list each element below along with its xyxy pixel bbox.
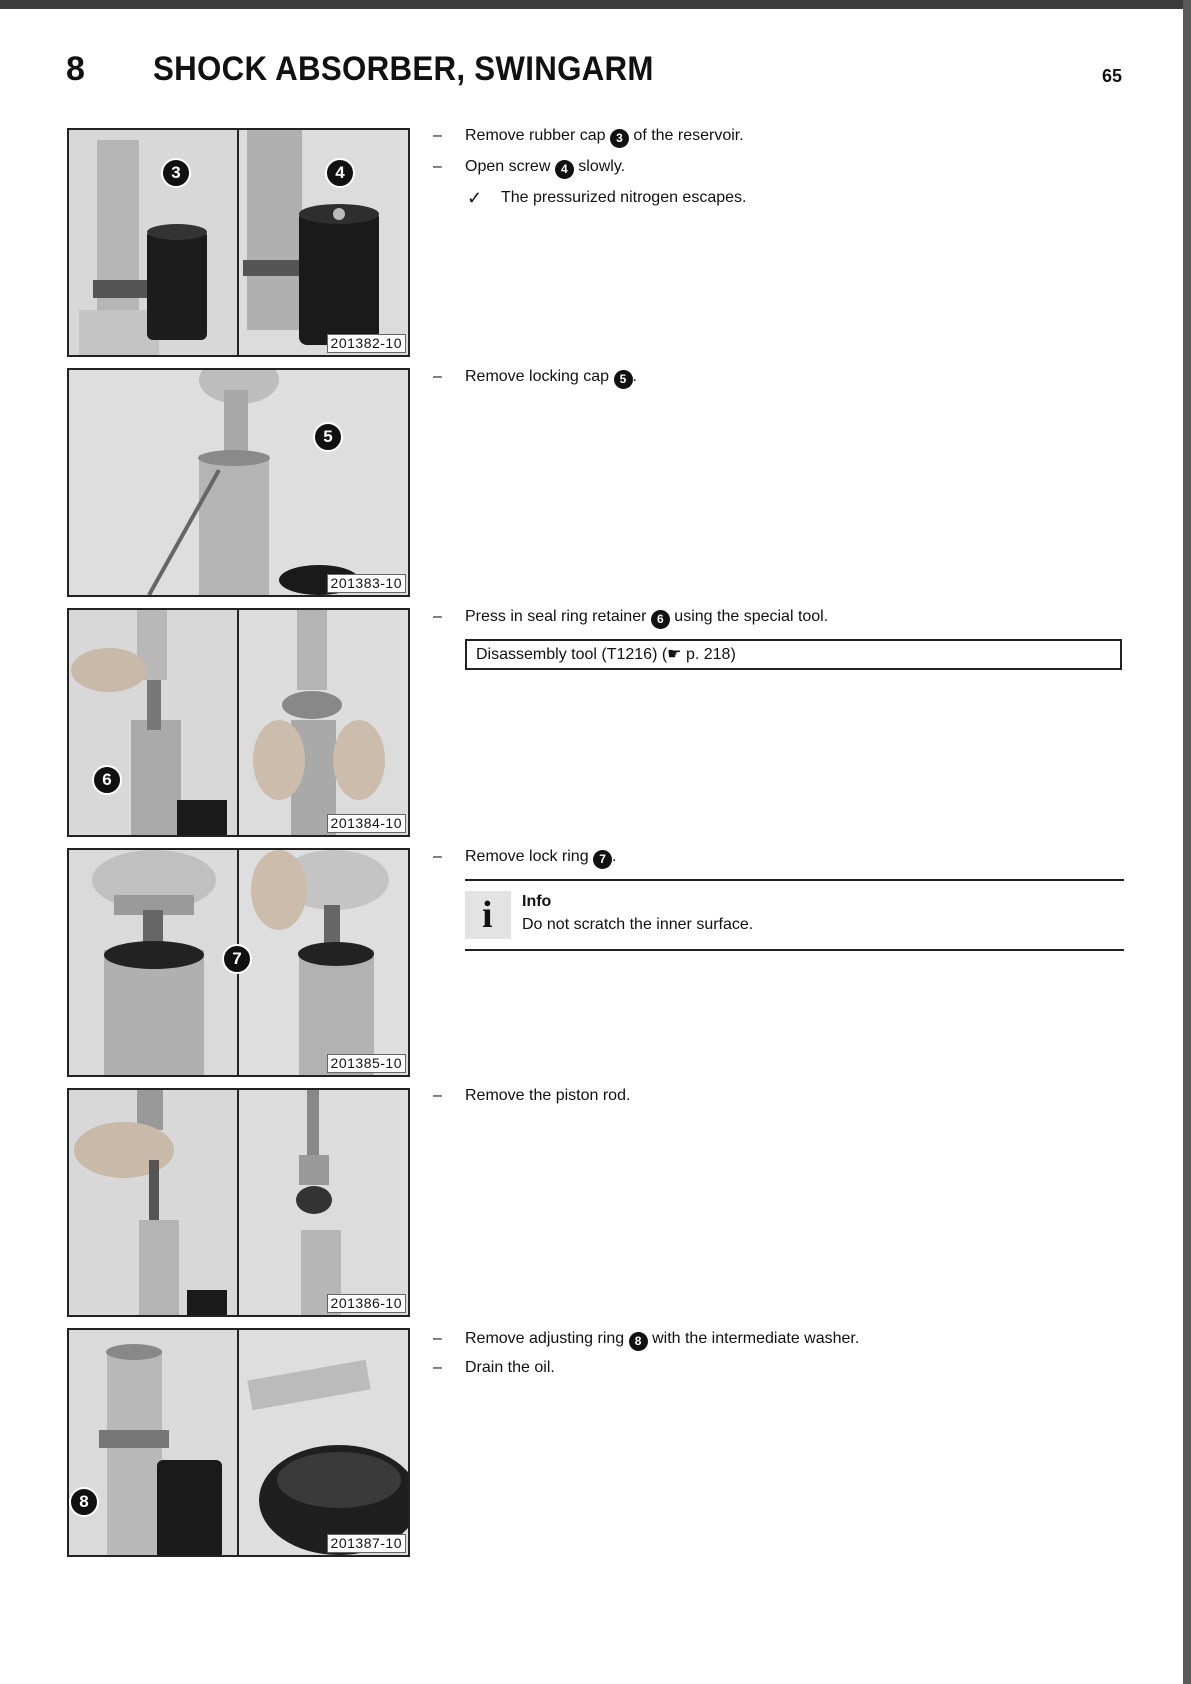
figure-code: 201382-10 [327,334,406,353]
callout-7: 7 [222,944,252,974]
chapter-title: SHOCK ABSORBER, SWINGARM [153,50,654,88]
callout-5: 5 [313,422,343,452]
figure-code: 201384-10 [327,814,406,833]
info-text: Do not scratch the inner surface. [522,916,754,933]
chapter-number: 8 [66,50,86,88]
step-dash: – [433,848,442,865]
figure-201383 [67,368,410,597]
number-circle: 3 [610,129,629,148]
photo-piston-rod-removed [239,1090,408,1315]
photo-seal-ring-tool [239,610,408,835]
checkmark-icon: ✓ [467,188,483,208]
photo-piston-rod-remove [69,1090,239,1315]
special-tool-box: Disassembly tool (T1216) (☛ p. 218) [465,639,1122,670]
info-icon: i [465,891,511,939]
figure-code: 201387-10 [327,1534,406,1553]
figure-201382 [67,128,410,357]
info-box [465,879,1124,951]
page-reference-link[interactable]: p. 218) [681,646,736,663]
number-circle: 4 [555,160,574,179]
number-circle: 7 [593,850,612,869]
figure-code: 201383-10 [327,574,406,593]
step-dash: – [433,158,442,175]
page-number: 65 [1102,66,1123,86]
photo-drain-oil [239,1330,408,1555]
callout-8: 8 [69,1487,99,1517]
figure-code: 201386-10 [327,1294,406,1313]
right-page-edge [1183,0,1191,1684]
photo-adjusting-ring [69,1330,239,1555]
step-dash: – [433,608,442,625]
step-dash: – [433,127,442,144]
callout-4: 4 [325,158,355,188]
callout-6: 6 [92,765,122,795]
photo-locking-cap [69,370,408,595]
figure-201384 [67,608,410,837]
figure-201385 [67,848,410,1077]
photo-seal-ring-press [69,610,239,835]
top-border [0,0,1191,9]
callout-3: 3 [161,158,191,188]
step-dash: – [433,368,442,385]
figure-code: 201385-10 [327,1054,406,1073]
figure-201387 [67,1328,410,1557]
photo-lock-ring-right [239,850,408,1075]
step-dash: – [433,1330,442,1347]
page-reference-icon: ☛ [667,646,682,663]
photo-lock-ring-left [69,850,239,1075]
number-circle: 5 [614,370,633,389]
photo-reservoir-screw [239,130,408,355]
photo-reservoir-cap [69,130,239,355]
step-dash: – [433,1359,442,1376]
number-circle: 6 [651,610,670,629]
number-circle: 8 [629,1332,648,1351]
figure-201386 [67,1088,410,1317]
info-title: Info [522,893,552,910]
step-dash: – [433,1087,442,1104]
